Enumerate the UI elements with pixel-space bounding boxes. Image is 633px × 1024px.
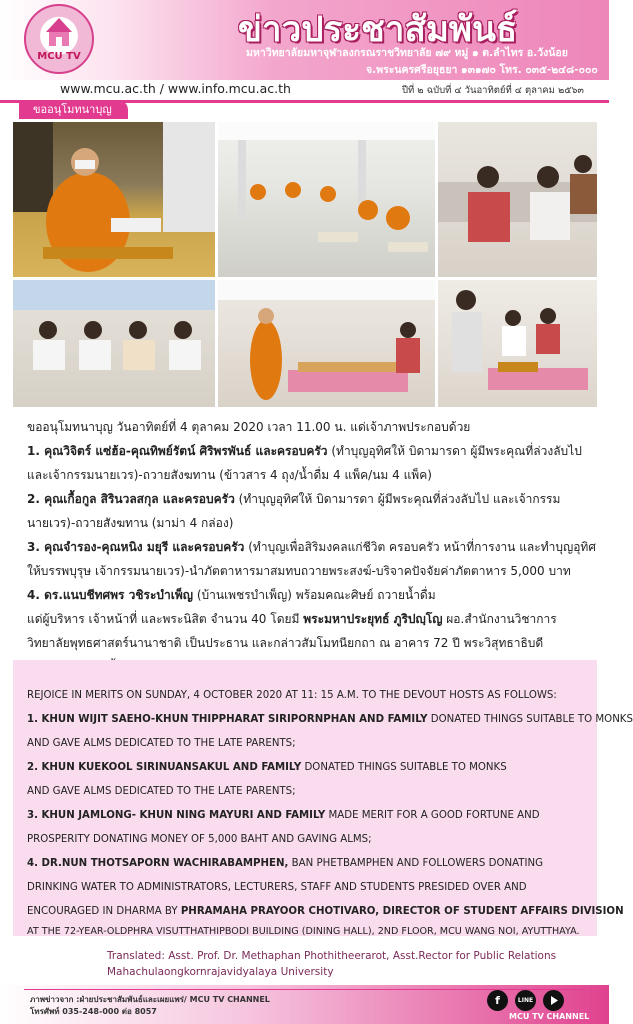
- english-item-3: 3. KHUN JAMLONG- KHUN NING MAYURI AND FAMILY MADE MERIT FOR A GOOD FORTUNE AND: [27, 810, 540, 821]
- english-item-4-cont-2: ENCOURAGED IN DHARMA BY PHRAMAHA PRAYOOR CHOTIVARO, DIRECTOR OF STUDENT AFFAIRS DIVISION: [27, 906, 624, 917]
- address-line-2: จ.พระนครศรีอยุธยา ๑๓๑๗๐ โทร. ๐๓๕-๒๔๘-๐๐๐: [366, 64, 598, 76]
- university-name: Mahachulaongkornrajavidyalaya University: [107, 966, 334, 978]
- english-item-2-cont: AND GAVE ALMS DEDICATED TO THE LATE PARENTS;: [27, 786, 296, 797]
- temple-icon: [40, 16, 78, 50]
- english-item-1: 1. KHUN WIJIT SAEHO-KHUN THIPPHARAT SIRIPORNPHAN AND FAMILY DONATED THINGS SUITABLE TO MONKS: [27, 714, 633, 725]
- thai-intro: ขออนุโมทนาบุญ วันอาทิตย์ที่ 4 ตุลาคม 2020 เวลา 11.00 น. แด่เจ้าภาพประกอบด้วย: [27, 420, 471, 434]
- english-item-4-cont-1: DRINKING WATER TO ADMINISTRATORS, LECTURERS, STAFF AND STUDENTS PRESIDED OVER AND: [27, 882, 527, 893]
- photo-credit: ภาพข่าวจาก :ฝ่ายประชาสัมพันธ์และเผยแพร่/ MCU TV CHANNEL: [30, 995, 270, 1004]
- line-icon[interactable]: LINE: [515, 990, 536, 1011]
- logo-text: MCU TV: [37, 51, 81, 62]
- photo-offering-food: [218, 280, 435, 407]
- photo-monk-chanting: [13, 122, 215, 277]
- thai-item-2-cont: นายเวร)-ถวายสังฆทาน (มาม่า 4 กล่อง): [27, 516, 234, 530]
- english-item-3-cont: PROSPERITY DONATING MONEY OF 5,000 BAHT AND GAVING ALMS;: [27, 834, 372, 845]
- page-title: ข่าวประชาสัมพันธ์: [238, 10, 518, 50]
- thai-item-4: 4. ดร.แนบชีทศพร วชิระบำเพ็ญ (บ้านเพชรบำเพ็ญ) พร้อมคณะศิษย์ ถวายน้ำดื่ม: [27, 588, 436, 602]
- youtube-icon[interactable]: [543, 990, 564, 1011]
- contact-phone: โทรศัพท์ 035-248-000 ต่อ 8057: [30, 1007, 157, 1016]
- photo-collage: [13, 122, 597, 407]
- address-line-1: มหาวิทยาลัยมหาจุฬาลงกรณราชวิทยาลัย ๗๙ หมู่ ๑ ต.ลำไทร อ.วังน้อย: [246, 47, 568, 59]
- english-item-4-cont-3: AT THE 72-YEAR-OLDPHRA VISUTTHATHIPBODI BUILDING (DINING HALL), 2ND FLOOR, MCU WANG NOI, AYUTTHAYA.: [27, 926, 580, 937]
- translator-credit: Translated: Asst. Prof. Dr. Methaphan Phothitheerarot, Asst.Rector for Public Relations: [107, 950, 557, 962]
- english-text-section: [13, 660, 597, 936]
- photo-monks-hall: [218, 122, 435, 277]
- english-item-4: 4. DR.NUN THOTSAPORN WACHIRABAMPHEN, BAN PHETBAMPHEN AND FOLLOWERS DONATING: [27, 858, 544, 869]
- mcu-tv-logo: [24, 4, 94, 74]
- english-intro: REJOICE IN MERITS ON SUNDAY, 4 OCTOBER 2020 AT 11: 15 A.M. TO THE DEVOUT HOSTS AS FOLLOWS:: [27, 690, 557, 701]
- thai-item-1: 1. คุณวิจิตร์ แซ่ฮ้อ-คุณทิพย์รัตน์ ศิริพรพันธ์ และครอบครัว (ทำบุญอุทิศให้ บิดามารดา ผู้มีพระคุณที่ล่วงลับไป: [27, 444, 582, 458]
- thai-item-2: 2. คุณเกื้อกูล สิรินวลสกุล และครอบครัว (ทำบุญอุทิศให้ บิดามารดา ผู้มีพระคุณที่ล่วงลับไป และเจ้ากรรม: [27, 492, 561, 506]
- issue-info: ปีที่ ๒ ฉบับที่ ๔ วันอาทิตย์ที่ ๔ ตุลาคม ๒๕๖๓: [402, 85, 584, 96]
- photo-lay-devotees: [438, 122, 597, 277]
- thai-item-4-cont-2: วิทยาลัยพุทธศาสตร์นานาชาติ เป็นประธาน และกล่าวสัมโมทนียกถา ณ อาคาร 72 ปี พระวิสุทธาธิบดี: [27, 636, 544, 650]
- facebook-icon[interactable]: f: [487, 990, 508, 1011]
- channel-name: MCU TV CHANNEL: [509, 1012, 590, 1021]
- thai-item-1-cont: และเจ้ากรรมนายเวร)-ถวายสังฆทาน (ข้าวสาร 4 ถุง/น้ำดื่ม 4 แพ็ค/นม 4 แพ็ค): [27, 468, 432, 482]
- thai-item-3: 3. คุณจำรอง-คุณหนิง มยุรี และครอบครัว (ทำบุญเพื่อสิริมงคลแก่ชีวิต ครอบครัว หน้าที่การงาน และทำบุญอุทิศ: [27, 540, 596, 554]
- english-item-2: 2. KHUN KUEKOOL SIRINUANSAKUL AND FAMILY DONATED THINGS SUITABLE TO MONKS: [27, 762, 507, 773]
- photo-kneeling-devotees: [13, 280, 215, 407]
- website-links[interactable]: www.mcu.ac.th / www.info.mcu.ac.th: [60, 81, 291, 96]
- thai-item-3-cont: ให้บรรพบุรุษ เจ้ากรรมนายเวร)-นำภัตตาหารมาสมทบถวายพระสงฆ์-บริจาคปัจจัยค่าภัตตาหาร 5,000 บาท: [27, 564, 571, 578]
- english-item-1-cont: AND GAVE ALMS DEDICATED TO THE LATE PARENTS;: [27, 738, 296, 749]
- photo-food-table: [438, 280, 597, 407]
- section-tab: ขออนุโมทนาบุญ: [19, 100, 128, 119]
- thai-item-4-cont-1: แด่ผู้บริหาร เจ้าหน้าที่ และพระนิสิต จำนวน 40 โดยมี พระมหาประยุทธ์ ภูริปญฺโญ ผอ.สำนักงานวิชาการ: [27, 612, 557, 626]
